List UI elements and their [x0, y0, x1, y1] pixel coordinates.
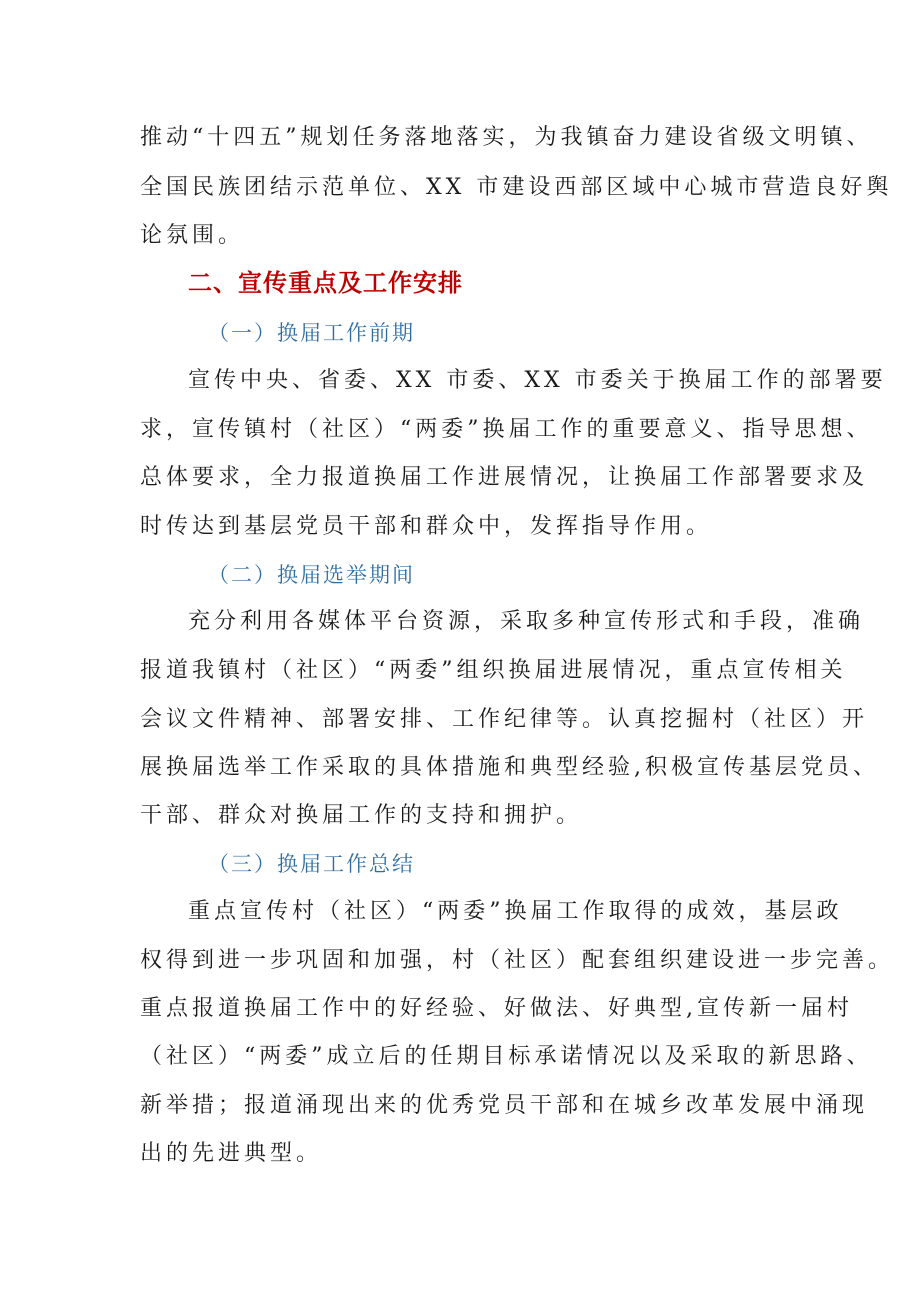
- subsection-1-title: （一）换届工作前期: [208, 321, 415, 345]
- subsection-3-title: （三）换届工作总结: [208, 852, 415, 876]
- intro-line-2: 全国民族团结示范单位、XX 市建设西部区域中心城市营造良好舆: [140, 175, 893, 200]
- subsection-2-line-5: 干部、群众对换届工作的支持和拥护。: [140, 803, 583, 828]
- subsection-2-line-2: 报道我镇村（社区）“两委”组织换届进展情况，重点宣传相关: [140, 658, 847, 683]
- subsection-3-line-3: 重点报道换届工作中的好经验、好做法、好典型,宣传新一届村: [140, 996, 853, 1021]
- intro-line-3: 论氛围。: [140, 223, 245, 248]
- subsection-2-title: （二）换届选举期间: [208, 563, 415, 587]
- subsection-1-line-3: 总体要求，全力报道换届工作进展情况，让换届工作部署要求及: [140, 465, 869, 490]
- subsection-3-line-2: 权得到进一步巩固和加强，村（社区）配套组织建设进一步完善。: [140, 948, 895, 973]
- intro-line-1: 推动“十四五”规划任务落地落实，为我镇奋力建设省级文明镇、: [140, 125, 873, 150]
- subsection-3-line-1: 重点宣传村（社区）“两委”换届工作取得的成效，基层政: [188, 899, 843, 924]
- subsection-1-line-2: 求，宣传镇村（社区）“两委”换届工作的重要意义、指导思想、: [140, 417, 873, 442]
- subsection-3-line-4: （社区）“两委”成立后的任期目标承诺情况以及采取的新思路、: [140, 1044, 873, 1069]
- subsection-3-line-6: 出的先进典型。: [140, 1141, 323, 1166]
- subsection-2-line-1: 充分利用各媒体平台资源，采取多种宣传形式和手段，准确: [188, 609, 865, 634]
- subsection-1-line-4: 时传达到基层党员干部和群众中，发挥指导作用。: [140, 514, 713, 539]
- subsection-3-line-5: 新举措；报道涌现出来的优秀党员干部和在城乡改革发展中涌现: [140, 1093, 869, 1118]
- subsection-2-line-4: 展换届选举工作采取的具体措施和典型经验,积极宣传基层党员、: [140, 755, 879, 780]
- subsection-1-line-1: 宣传中央、省委、XX 市委、XX 市委关于换届工作的部署要: [188, 368, 887, 393]
- subsection-2-line-3: 会议文件精神、部署安排、工作纪律等。认真挖掘村（社区）开: [140, 707, 869, 732]
- section-heading: 二、宣传重点及工作安排: [188, 269, 463, 297]
